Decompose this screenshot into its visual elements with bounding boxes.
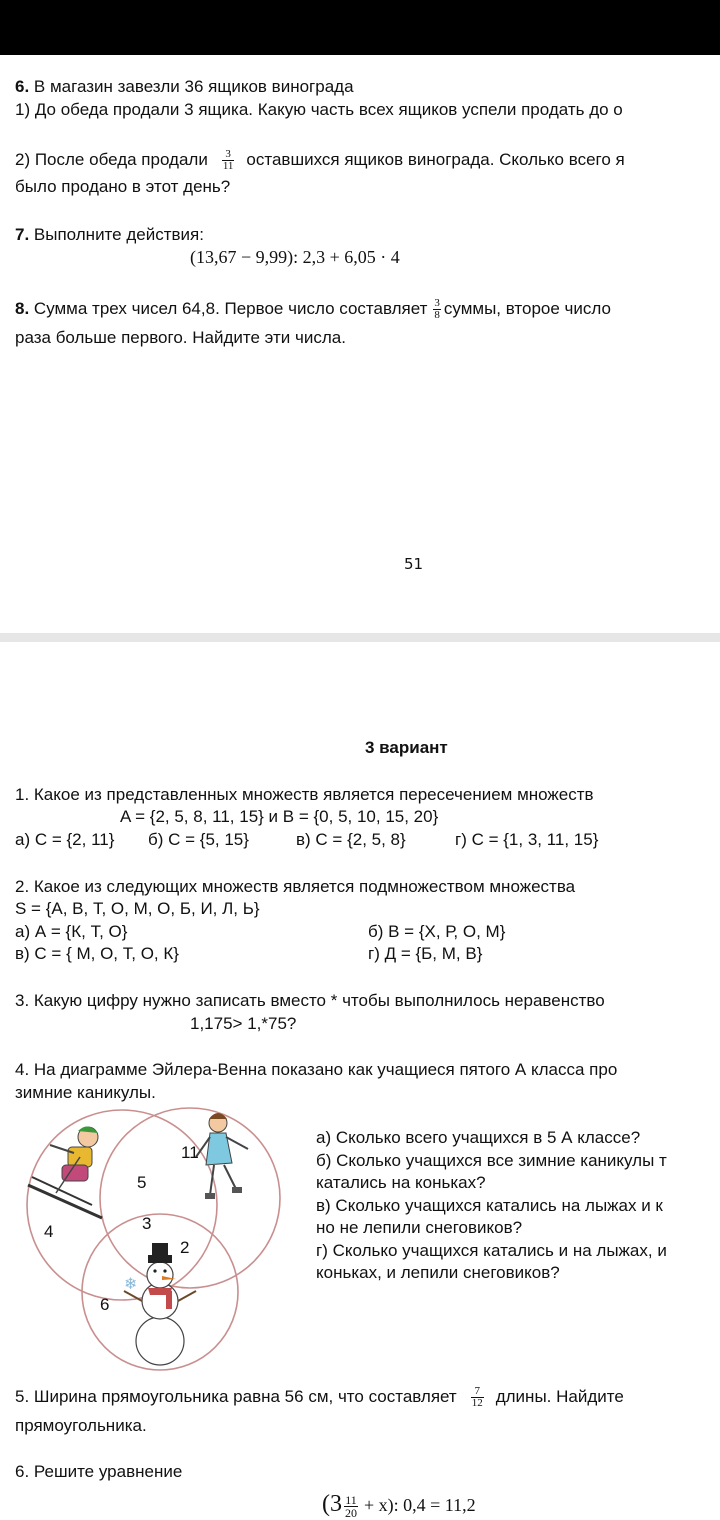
page-separator — [0, 633, 720, 642]
q3-line-1: 3. Какую цифру нужно записать вместо * чтобы выполнилось неравенство — [15, 991, 605, 1010]
task-6-question-2-cont: было продано в этот день? — [15, 177, 231, 196]
svg-text:❄: ❄ — [124, 1274, 138, 1293]
q5-line-2: прямоугольника. — [15, 1416, 147, 1435]
q2-option-a: а) А = {К, Т, О} — [15, 922, 128, 941]
venn-value-skate-snowman: 2 — [180, 1238, 190, 1257]
q4-sub-c-line-2: но не лепили снеговиков? — [316, 1218, 523, 1237]
q1-option-b: б) С = {5, 15} — [148, 830, 249, 849]
venn-value-skate-only: 11 — [181, 1143, 199, 1162]
q1-option-a: а) С = {2, 11} — [15, 830, 115, 849]
q2-line-2: S = {А, В, Т, О, М, О, Б, И, Л, Ь} — [15, 899, 260, 918]
task-7-expression: (13,67 − 9,99): 2,3 + 6,05 · 4 — [190, 247, 400, 267]
q4-sub-d-line-1: г) Сколько учащихся катались и на лыжах, и — [316, 1241, 667, 1260]
q1-line-1: 1. Какое из представленных множеств является пересечением множеств — [15, 785, 594, 804]
snowman-picture — [124, 1243, 196, 1365]
page-number: 51 — [404, 555, 424, 573]
task-6-question-1: 1) До обеда продали 3 ящика. Какую часть всех ящиков успели продать до о — [15, 100, 623, 119]
venn-value-all-three: 3 — [142, 1214, 152, 1233]
q1-line-2: A = {2, 5, 8, 11, 15} и В = {0, 5, 10, 15, 20} — [120, 807, 439, 826]
venn-value-ski-skate: 5 — [137, 1173, 147, 1192]
q5-line-1: 5. Ширина прямоугольника равна 56 см, что составляет $\frac{7}{12}$ длины. Найдите — [15, 1385, 624, 1410]
q2-line-1: 2. Какое из следующих множеств является подмножеством множества — [15, 877, 576, 896]
task-6-title: 6. В магазин завезли 36 ящиков винограда — [15, 77, 354, 96]
q4-line-2: зимние каникулы. — [15, 1083, 156, 1102]
task-8-line-2: раза больше первого. Найдите эти числа. — [15, 328, 346, 347]
fraction: $\frac{3}{11}$ — [222, 148, 234, 173]
fraction: $\frac{3}{8}$ — [434, 297, 440, 322]
q6-equation: (3 $\frac{11}{20}$ + x): 0,4 = 11,2 — [322, 1491, 476, 1520]
top-black-bar — [0, 0, 720, 55]
variant-title: 3 вариант — [365, 738, 448, 757]
skier-picture — [28, 1126, 102, 1218]
q4-line-1: 4. На диаграмме Эйлера-Венна показано как учащиеся пятого А класса про — [15, 1060, 618, 1079]
q4-sub-b-line-2: катались на коньках? — [316, 1173, 486, 1192]
q4-sub-d-line-2: коньках, и лепили снеговиков? — [316, 1263, 560, 1282]
q1-option-d: г) С = {1, 3, 11, 15} — [455, 830, 599, 849]
q3-line-2: 1,175> 1,*75? — [190, 1014, 297, 1033]
fraction: $\frac{11}{20}$ — [345, 1493, 357, 1520]
q4-sub-b-line-1: б) Сколько учащихся все зимние каникулы т — [316, 1151, 667, 1170]
venn-diagram — [10, 1105, 310, 1375]
task-6-question-2: 2) После обеда продали $\frac{3}{11}$ оставшихся ящиков винограда. Сколько всего я — [15, 148, 625, 173]
venn-value-ski-only: 4 — [44, 1222, 54, 1241]
q1-option-c: в) С = {2, 5, 8} — [296, 830, 406, 849]
q2-option-c: в) С = { М, О, Т, О, К} — [15, 944, 179, 963]
venn-value-snowman-only: 6 — [100, 1295, 110, 1314]
task-8-line-1: 8. Сумма трех чисел 64,8. Первое число составляет $\frac{3}{8}$ суммы, второе число — [15, 297, 611, 322]
venn-circle-skating — [100, 1108, 280, 1288]
q6-line-1: 6. Решите уравнение — [15, 1462, 183, 1481]
q2-option-b: б) В = {Х, Р, О, М} — [368, 922, 506, 941]
q4-sub-c-line-1: в) Сколько учащихся катались на лыжах и к — [316, 1196, 663, 1215]
q2-option-d: г) Д = {Б, М, В} — [368, 944, 483, 963]
task-7-title: 7. Выполните действия: — [15, 225, 204, 244]
fraction: $\frac{7}{12}$ — [471, 1385, 483, 1410]
q4-sub-a: а) Сколько всего учащихся в 5 А классе? — [316, 1128, 641, 1147]
